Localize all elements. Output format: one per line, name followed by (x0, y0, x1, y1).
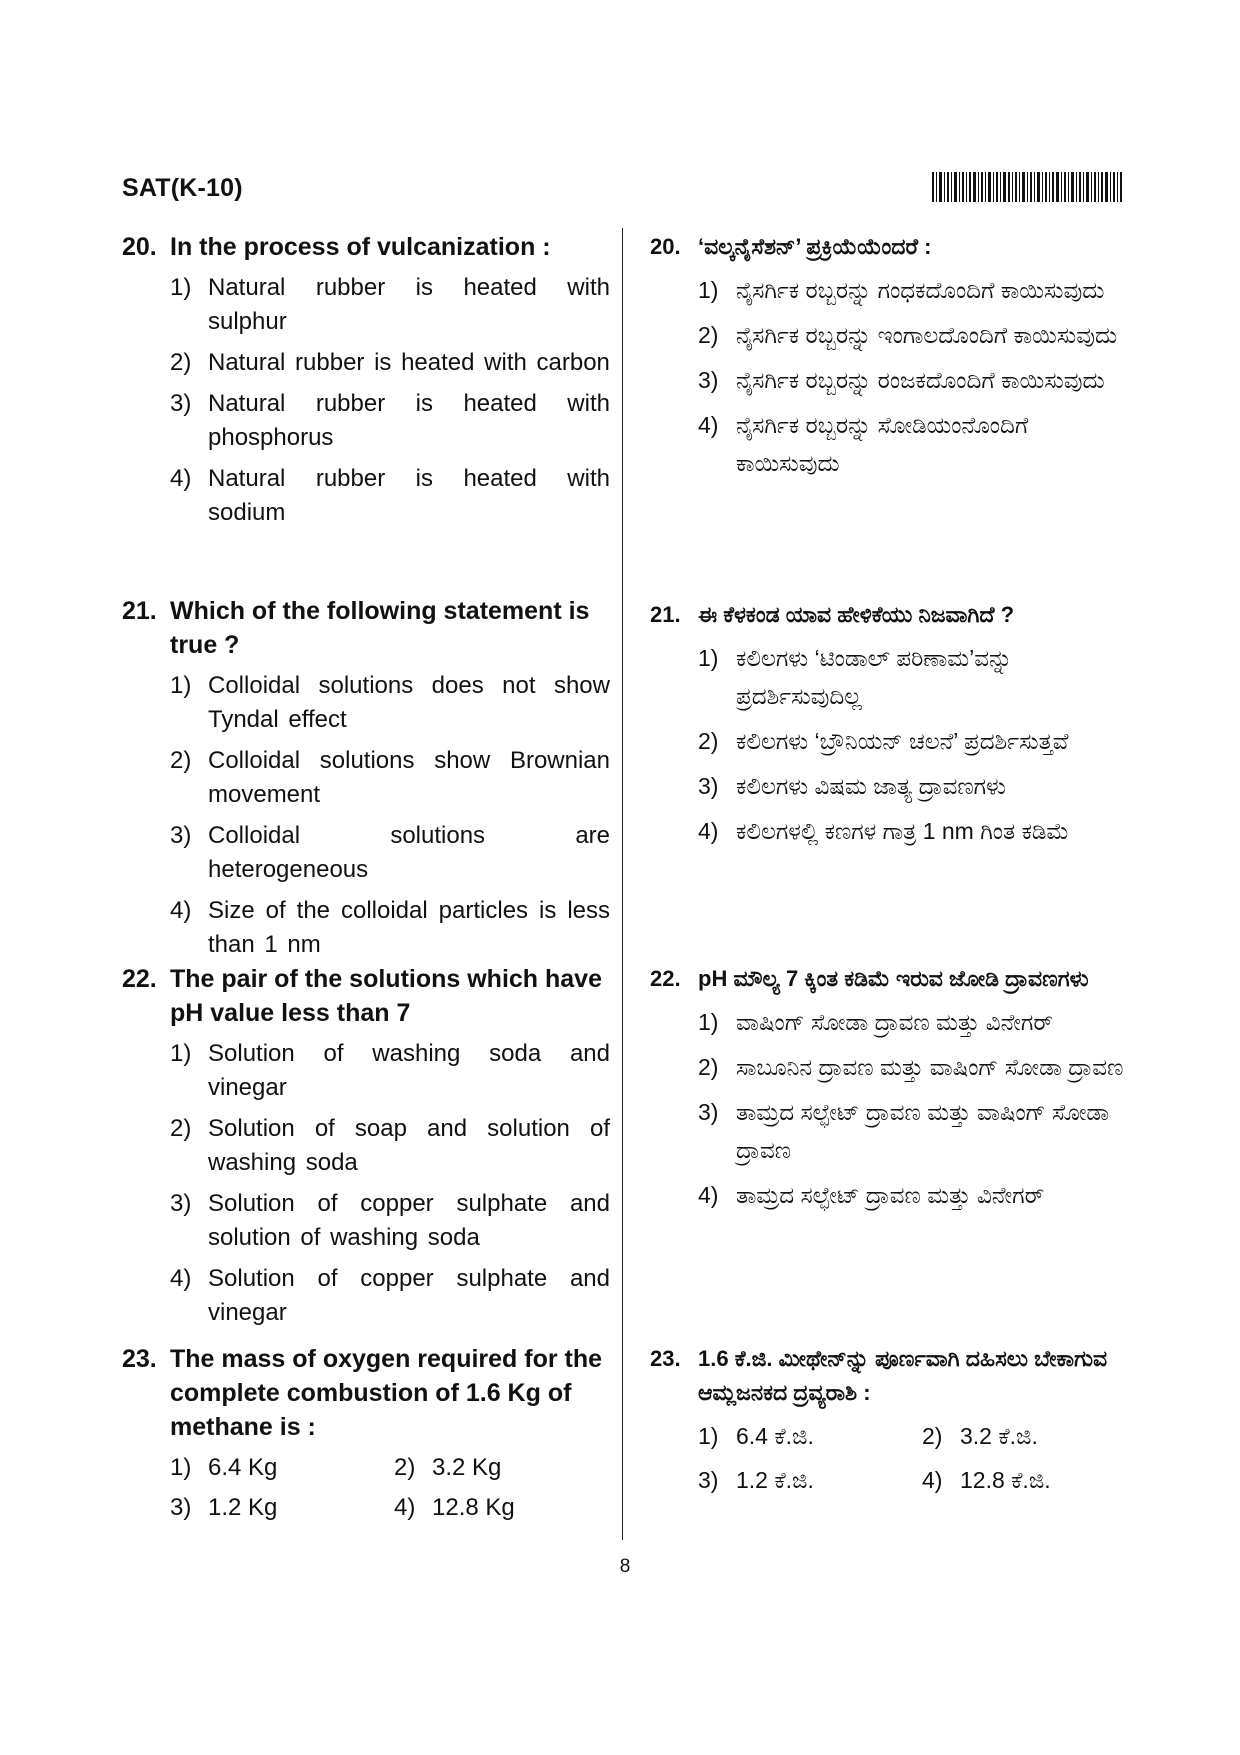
question-number: 20. (122, 233, 157, 261)
option-3: 3) ಕಲಿಲಗಳು ವಿಷಮ ಜಾತ್ಯ ದ್ರಾವಣಗಳು (698, 773, 1006, 799)
option-4: 4) Solution of copper sulphate and vinegar (170, 1265, 610, 1326)
page-number: 8 (619, 1556, 631, 1577)
option-3: 3) Colloidal solutions are heterogeneous (170, 822, 610, 883)
barcode (932, 172, 1124, 202)
question-text: ‘ವಲ್ಕನೈಸೆಶನ್’ ಪ್ರಕ್ರಿಯೆಯೆಂದರೆ : (698, 234, 932, 259)
option-2: 2) 3.2 Kg (394, 1454, 502, 1481)
option-3: 3) Solution of copper sulphate and solution of washing soda (170, 1190, 610, 1251)
option-1: 1) Natural rubber is heated with sulphur (170, 274, 610, 335)
option-2: 2) Colloidal solutions show Brownian movement (170, 747, 610, 808)
option-2: 2) 3.2 ಕೆ.ಜಿ. (922, 1423, 1038, 1449)
question-number: 21. (122, 597, 157, 625)
option-3: 3) Natural rubber is heated with phosphorus (170, 390, 610, 451)
option-1: 1) Solution of washing soda and vinegar (170, 1040, 610, 1101)
option-3: 3) 1.2 Kg (170, 1494, 278, 1521)
question-number: 20. (650, 234, 681, 259)
question-number: 21. (650, 602, 681, 627)
question-number: 23. (122, 1345, 157, 1373)
option-1: 1) Colloidal solutions does not show Tyndal effect (170, 672, 610, 733)
option-1: 1) ಕಲಿಲಗಳು ‘ಟಿಂಡಾಲ್ ಪರಿಣಾಮ’ವನ್ನು ಪ್ರದರ್ಶಿಸುವುದಿಲ್ಲ (698, 645, 1013, 709)
question-text: pH ಮೌಲ್ಯ 7 ಕ್ಕಿಂತ ಕಡಿಮೆ ಇರುವ ಜೋಡಿ ದ್ರಾವಣಗಳು (698, 966, 1089, 991)
option-4: 4) 12.8 Kg (394, 1494, 515, 1521)
question-number: 23. (650, 1346, 681, 1371)
question-text: The mass of oxygen required for the complete combustion of 1.6 Kg of methane is : (170, 1345, 603, 1441)
option-2: 2) Natural rubber is heated with carbon (170, 349, 610, 376)
question-20-english (122, 230, 610, 537)
option-2: 2) ಕಲಿಲಗಳು ‘ಬ್ರೌನಿಯನ್ ಚಲನೆ’ ಪ್ರದರ್ಶಿಸುತ್ತವೆ (698, 728, 1069, 754)
question-21-english (122, 594, 610, 969)
option-3: 3) ನೈಸರ್ಗಿಕ ರಬ್ಬರನ್ನು ರಂಜಕದೊಂದಿಗೆ ಕಾಯಿಸುವುದು (698, 367, 1105, 393)
exam-code: SAT(K-10) (122, 174, 243, 202)
option-4: 4) Size of the colloidal particles is less than 1 nm (170, 897, 610, 958)
option-2: 2) ನೈಸರ್ಗಿಕ ರಬ್ಬರನ್ನು ಇಂಗಾಲದೊಂದಿಗೆ ಕಾಯಿಸುವುದು (698, 322, 1118, 348)
question-21-kannada (650, 598, 1128, 857)
question-23-kannada (650, 1342, 1128, 1505)
question-text: ಈ ಕೆಳಕಂಡ ಯಾವ ಹೇಳಿಕೆಯು ನಿಜವಾಗಿದೆ ? (698, 602, 1015, 627)
question-text: Which of the following statement is true ? (170, 597, 590, 659)
column-divider (622, 228, 623, 1540)
question-text: The pair of the solutions which have pH value less than 7 (170, 965, 602, 1027)
option-1: 1) 6.4 ಕೆ.ಜಿ. (698, 1423, 814, 1449)
option-1: 1) 6.4 Kg (170, 1454, 278, 1481)
option-2: 2) ಸಾಬೂನಿನ ದ್ರಾವಣ ಮತ್ತು ವಾಷಿಂಗ್ ಸೋಡಾ ದ್ರಾವಣ (698, 1054, 1124, 1080)
option-4: 4) ತಾಮ್ರದ ಸಲ್ಫೇಟ್ ದ್ರಾವಣ ಮತ್ತು ವಿನೇಗರ್ (698, 1182, 1045, 1208)
question-text: In the process of vulcanization : (170, 233, 551, 261)
question-22-kannada (650, 962, 1128, 1221)
option-1: 1) ವಾಷಿಂಗ್ ಸೋಡಾ ದ್ರಾವಣ ಮತ್ತು ವಿನೇಗರ್ (698, 1009, 1053, 1035)
question-22-english (122, 962, 610, 1337)
question-text: 1.6 ಕೆ.ಜಿ. ಮೀಥೇನ್‌ನ್ನು ಪೂರ್ಣವಾಗಿ ದಹಿಸಲು ಬೇಕಾಗುವ ಆಮ್ಲಜನಕದ ದ್ರವ್ಯರಾಶಿ : (698, 1346, 1108, 1405)
option-4: 4) 12.8 ಕೆ.ಜಿ. (922, 1467, 1051, 1493)
question-number: 22. (122, 965, 157, 993)
question-20-kannada (650, 230, 1128, 489)
option-3: 3) ತಾಮ್ರದ ಸಲ್ಫೇಟ್ ದ್ರಾವಣ ಮತ್ತು ವಾಷಿಂಗ್ ಸೋಡಾ ದ್ರಾವಣ (698, 1099, 1110, 1163)
option-1: 1) ನೈಸರ್ಗಿಕ ರಬ್ಬರನ್ನು ಗಂಧಕದೊಂದಿಗೆ ಕಾಯಿಸುವುದು (698, 277, 1105, 303)
option-4: 4) Natural rubber is heated with sodium (170, 465, 610, 526)
option-4: 4) ಕಲಿಲಗಳಲ್ಲಿ ಕಣಗಳ ಗಾತ್ರ 1 nm ಗಿಂತ ಕಡಿಮೆ (698, 818, 1070, 844)
option-4: 4) ನೈಸರ್ಗಿಕ ರಬ್ಬರನ್ನು ಸೋಡಿಯಂನೊಂದಿಗೆ ಕಾಯಿಸುವುದು (698, 412, 1029, 476)
option-3: 3) 1.2 ಕೆ.ಜಿ. (698, 1467, 814, 1493)
question-number: 22. (650, 966, 681, 991)
question-23-english (122, 1342, 610, 1531)
option-2: 2) Solution of soap and solution of washing soda (170, 1115, 610, 1176)
